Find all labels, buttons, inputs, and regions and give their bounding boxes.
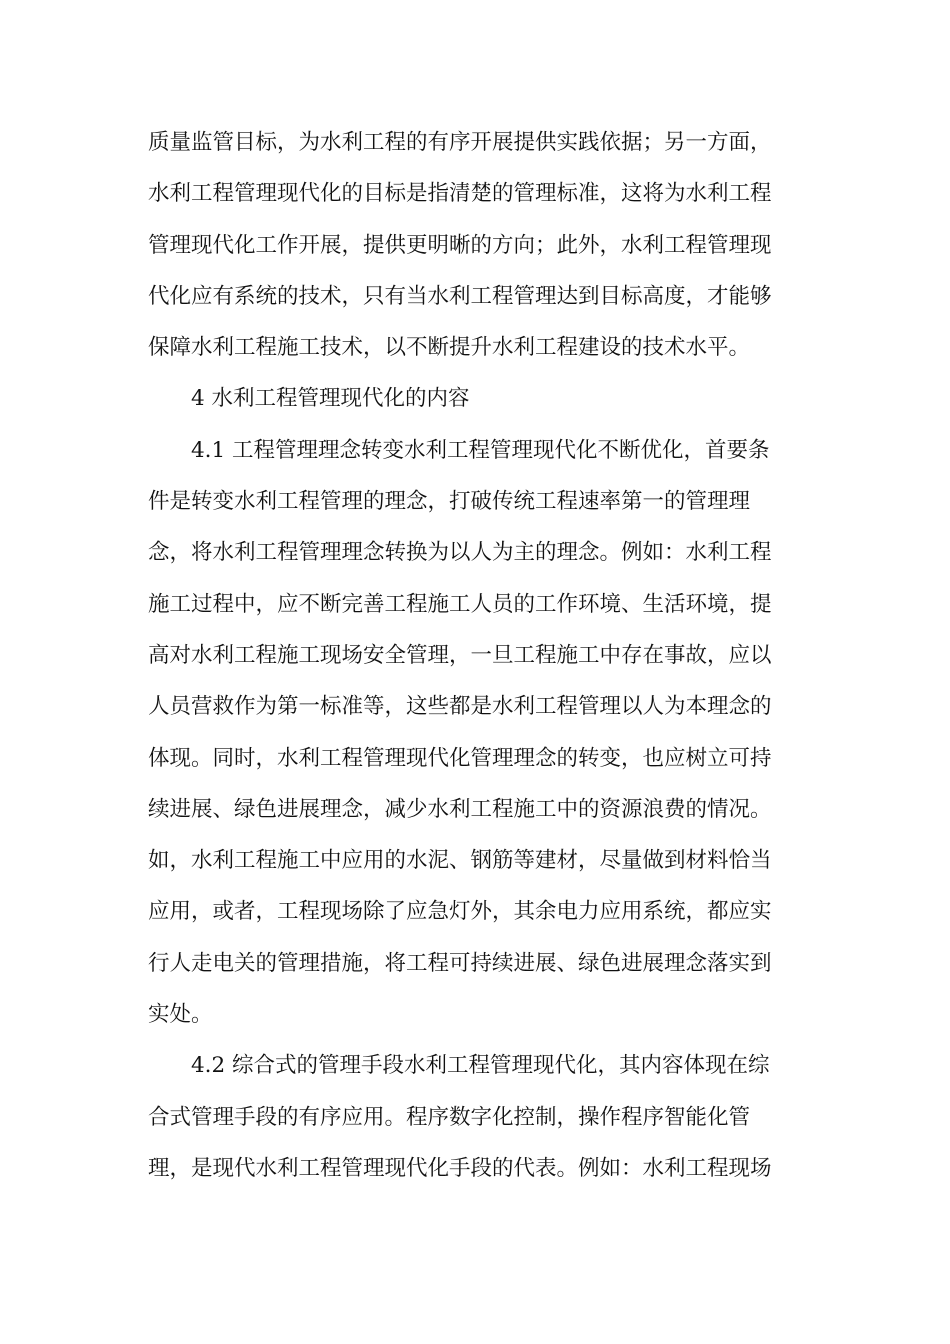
paragraph-line: 人员营救作为第一标准等，这些都是水利工程管理以人为本理念的 [148, 694, 772, 720]
paragraph-line: 实处。 [148, 1002, 213, 1028]
paragraph-line: 合式管理手段的有序应用。程序数字化控制，操作程序智能化管 [148, 1104, 751, 1130]
paragraph-line: 高对水利工程施工现场安全管理，一旦工程施工中存在事故，应以 [148, 642, 772, 668]
paragraph-line: 管理现代化工作开展，提供更明晰的方向；此外，水利工程管理现 [148, 232, 772, 258]
paragraph-line: 保障水利工程施工技术，以不断提升水利工程建设的技术水平。 [148, 335, 751, 361]
paragraph-line: 质量监管目标，为水利工程的有序开展提供实践依据；另一方面， [148, 130, 772, 155]
paragraph-line: 续进展、绿色进展理念，减少水利工程施工中的资源浪费的情况。 [148, 796, 772, 822]
paragraph-line: 理，是现代水利工程管理现代化手段的代表。例如：水利工程现场 [148, 1155, 772, 1181]
paragraph-line: 水利工程管理现代化的目标是指清楚的管理标准，这将为水利工程 [148, 181, 772, 207]
paragraph-line: 如，水利工程施工中应用的水泥、钢筋等建材，尽量做到材料恰当 [148, 848, 772, 874]
subsection-first-line: 4.1 工程管理理念转变水利工程管理现代化不断优化，首要条 [191, 437, 770, 463]
section-heading: 4 水利工程管理现代化的内容 [191, 386, 470, 412]
paragraph-line: 施工过程中，应不断完善工程施工人员的工作环境、生活环境，提 [148, 591, 772, 617]
subsection-first-line: 4.2 综合式的管理手段水利工程管理现代化，其内容体现在综 [191, 1053, 770, 1079]
paragraph-line: 代化应有系统的技术，只有当水利工程管理达到目标高度，才能够 [148, 283, 772, 309]
body-text [148, 117, 798, 1194]
paragraph-line: 应用，或者，工程现场除了应急灯外，其余电力应用系统，都应实 [148, 899, 772, 925]
paragraph-line: 件是转变水利工程管理的理念，打破传统工程速率第一的管理理 [148, 489, 751, 515]
paragraph-line: 体现。同时，水利工程管理现代化管理理念的转变，也应树立可持 [148, 745, 772, 771]
paragraph-line: 行人走电关的管理措施，将工程可持续进展、绿色进展理念落实到 [148, 950, 772, 976]
paragraph-line: 念，将水利工程管理理念转换为以人为主的理念。例如：水利工程 [148, 540, 772, 566]
